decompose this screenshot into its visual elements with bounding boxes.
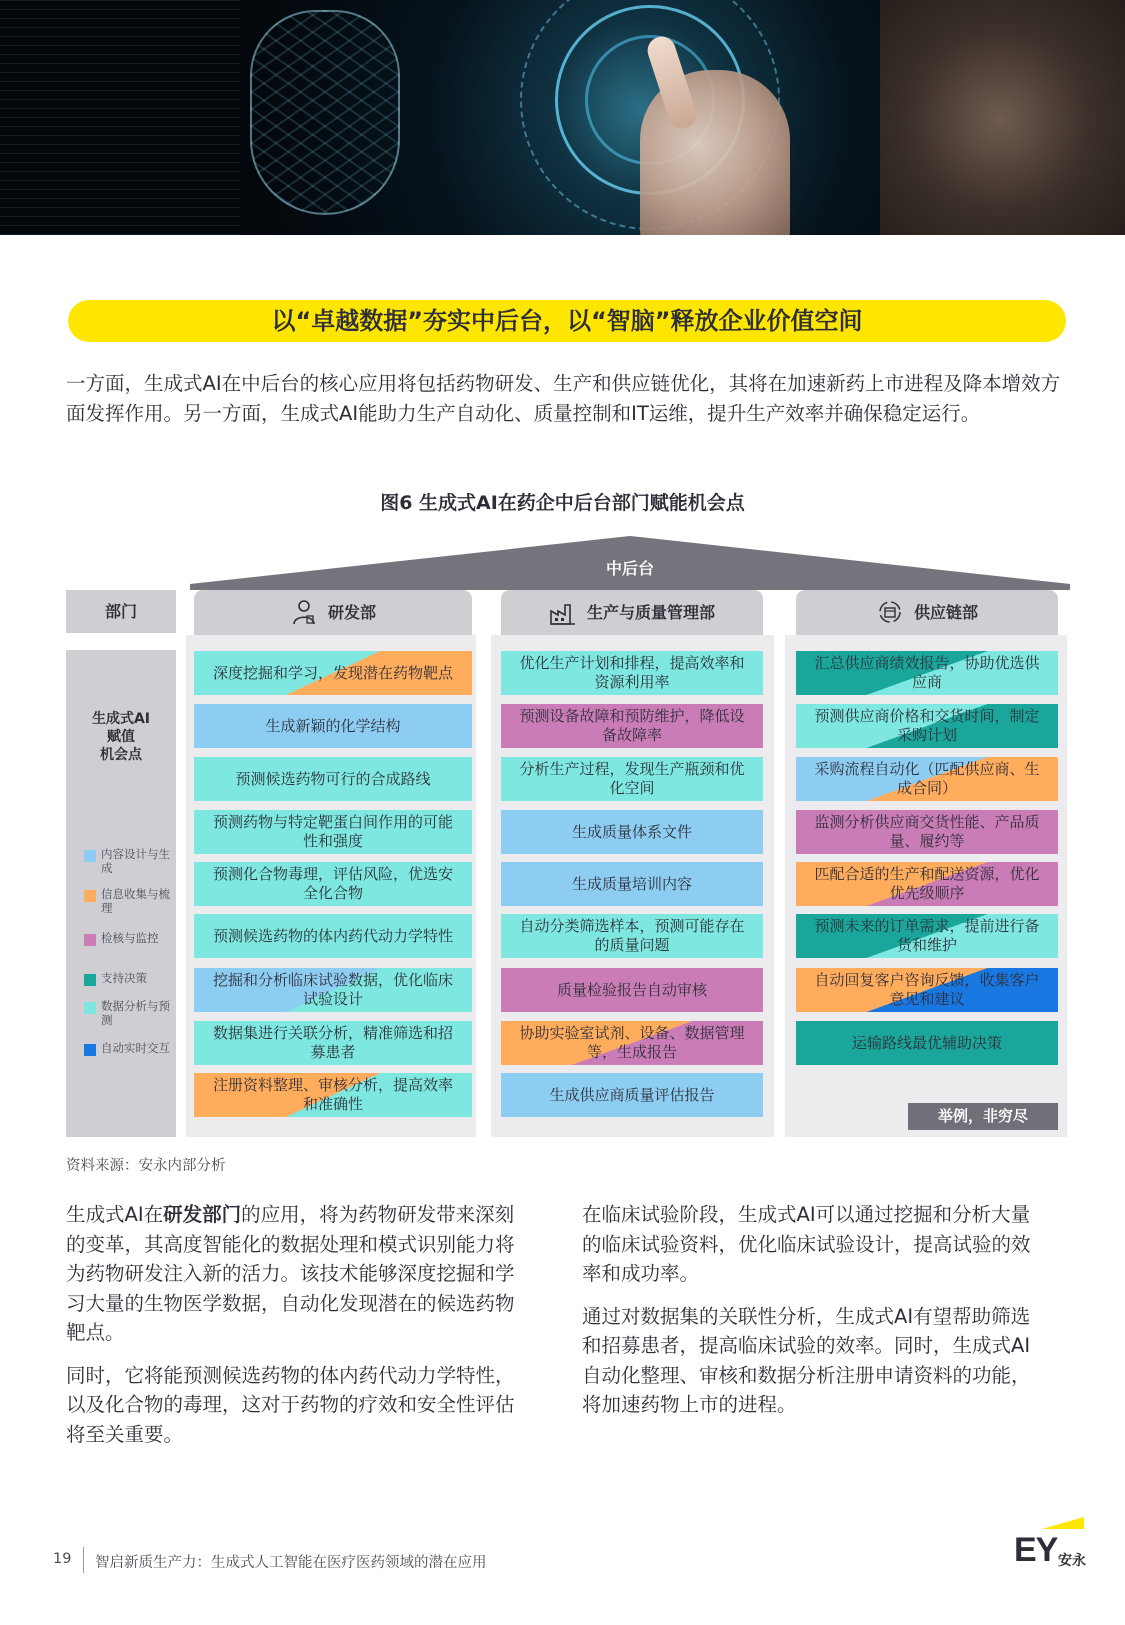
side-title <box>66 710 176 764</box>
rd-item: 预测候选药物可行的合成路线 <box>194 757 472 801</box>
supply-column-title: 供应链部 <box>913 603 978 622</box>
ey-logo-letters: EY <box>1014 1531 1058 1569</box>
hero-digital-face <box>250 10 400 215</box>
figure-title: 图6 生成式AI在药企中后台部门赋能机会点 <box>380 492 745 514</box>
hero-person <box>880 0 1125 235</box>
note-badge: 举例，非穷尽 <box>908 1103 1058 1130</box>
legend-swatch <box>84 890 96 902</box>
side-title-line: 生成式AI <box>91 711 151 727</box>
ey-logo <box>1012 1517 1092 1577</box>
figure-source: 资料来源：安永内部分析 <box>66 1158 226 1174</box>
dept-label: 部门 <box>66 590 176 633</box>
body-left-column <box>66 1200 526 1462</box>
legend-swatch <box>84 974 96 986</box>
factory-icon <box>549 599 577 625</box>
production-item: 分析生产过程，发现生产瓶颈和优化空间 <box>501 757 763 801</box>
roof-label: 中后台 <box>605 559 654 578</box>
section-heading: 以“卓越数据”夯实中后台，以“智脑”释放企业价值空间 <box>68 300 1066 342</box>
rd-item: 生成新颖的化学结构 <box>194 704 472 748</box>
legend-label: 信息收集与梳理 <box>101 887 170 915</box>
legend-swatch <box>84 850 96 862</box>
side-title-line: 机会点 <box>100 747 142 763</box>
rd-item: 挖掘和分析临床试验数据，优化临床试验设计 <box>194 968 472 1012</box>
rd-item: 注册资料整理、审核分析，提高效率和准确性 <box>194 1073 472 1117</box>
ey-logo-chinese: 安永 <box>1058 1553 1086 1569</box>
supply-item: 预测供应商价格和交货时间，制定采购计划 <box>796 704 1058 748</box>
production-item: 自动分类筛选样本，预测可能存在的质量问题 <box>501 914 763 958</box>
body-right-column <box>582 1200 1042 1433</box>
production-column-header <box>501 590 763 635</box>
legend-label: 数据分析与预测 <box>101 999 170 1027</box>
supply-item: 运输路线最优辅助决策 <box>796 1021 1058 1065</box>
rd-item: 深度挖掘和学习，发现潜在药物靶点 <box>194 651 472 695</box>
supply-item: 预测未来的订单需求，提前进行备货和维护 <box>796 914 1058 958</box>
supply-item: 自动回复客户咨询反馈，收集客户意见和建议 <box>796 968 1058 1012</box>
production-item: 生成质量培训内容 <box>501 862 763 906</box>
supply-item: 采购流程自动化（匹配供应商、生成合同） <box>796 757 1058 801</box>
scientist-icon <box>290 599 318 625</box>
production-item: 协助实验室试剂、设备、数据管理等，生成报告 <box>501 1021 763 1065</box>
rd-item: 预测药物与特定靶蛋白间作用的可能性和强度 <box>194 810 472 854</box>
rd-item: 预测化合物毒理，评估风险，优选安全化合物 <box>194 862 472 906</box>
legend-swatch <box>84 1002 96 1014</box>
rd-column-title: 研发部 <box>327 603 376 622</box>
hero-code-overlay <box>0 0 240 235</box>
footer-title: 智启新质生产力：生成式人工智能在医疗医药领域的潜在应用 <box>95 1555 487 1571</box>
intro-paragraph: 一方面，生成式AI在中后台的核心应用将包括药物研发、生产和供应链优化，其将在加速新药上市进程及降本增效方面发挥作用。另一方面，生成式AI能助力生产自动化、质量控制和IT运维，提升生产效率并确保稳定运行。 <box>66 372 1061 425</box>
hero-image <box>0 0 1125 235</box>
body-paragraph: 同时，它将能预测候选药物的体内药代动力学特性，以及化合物的毒理，这对于药物的疗效和安全性评估将至关重要。 <box>66 1363 515 1446</box>
rd-column-header <box>194 590 472 635</box>
production-column-title: 生产与质量管理部 <box>586 603 715 622</box>
legend-label: 自动实时交互 <box>101 1041 170 1055</box>
production-item: 生成质量体系文件 <box>501 810 763 854</box>
footer-divider <box>83 1547 84 1573</box>
legend-swatch <box>84 1044 96 1056</box>
production-item: 预测设备故障和预防维护，降低设备故障率 <box>501 704 763 748</box>
body-paragraph: 生成式AI在研发部门的应用，将为药物研发带来深刻的变革，其高度智能化的数据处理和模式识别能力将为药物研发注入新的活力。该技术能够深度挖掘和学习大量的生物医学数据，自动化发现潜在的候选药物靶点。 <box>66 1203 515 1344</box>
supply-item: 匹配合适的生产和配送资源，优化优先级顺序 <box>796 862 1058 906</box>
legend-label: 支持决策 <box>101 971 147 985</box>
legend-swatch <box>84 934 96 946</box>
page-number: 19 <box>53 1551 72 1567</box>
supply-column-header <box>796 590 1058 635</box>
production-item: 优化生产计划和排程，提高效率和资源利用率 <box>501 651 763 695</box>
legend-label: 检核与监控 <box>101 931 159 945</box>
rd-item: 数据集进行关联分析，精准筛选和招募患者 <box>194 1021 472 1065</box>
body-paragraph: 在临床试验阶段，生成式AI可以通过挖掘和分析大量的临床试验资料，优化临床试验设计，提高试验的效率和成功率。 <box>582 1203 1031 1285</box>
side-title-line: 赋值 <box>107 729 135 745</box>
production-item: 生成供应商质量评估报告 <box>501 1073 763 1117</box>
rd-item: 预测候选药物的体内药代动力学特性 <box>194 914 472 958</box>
production-item: 质量检验报告自动审核 <box>501 968 763 1012</box>
legend-label: 内容设计与生成 <box>101 847 170 875</box>
ey-logo-beam <box>1042 1517 1084 1529</box>
supply-item: 汇总供应商绩效报告，协助优选供应商 <box>796 651 1058 695</box>
supply-item: 监测分析供应商交货性能、产品质量、履约等 <box>796 810 1058 854</box>
supply-chain-icon <box>876 599 904 625</box>
body-paragraph: 通过对数据集的关联性分析，生成式AI有望帮助筛选和招募患者，提高临床试验的效率。同时，生成式AI自动化整理、审核和数据分析注册申请资料的功能，将加速药物上市的进程。 <box>582 1304 1031 1416</box>
